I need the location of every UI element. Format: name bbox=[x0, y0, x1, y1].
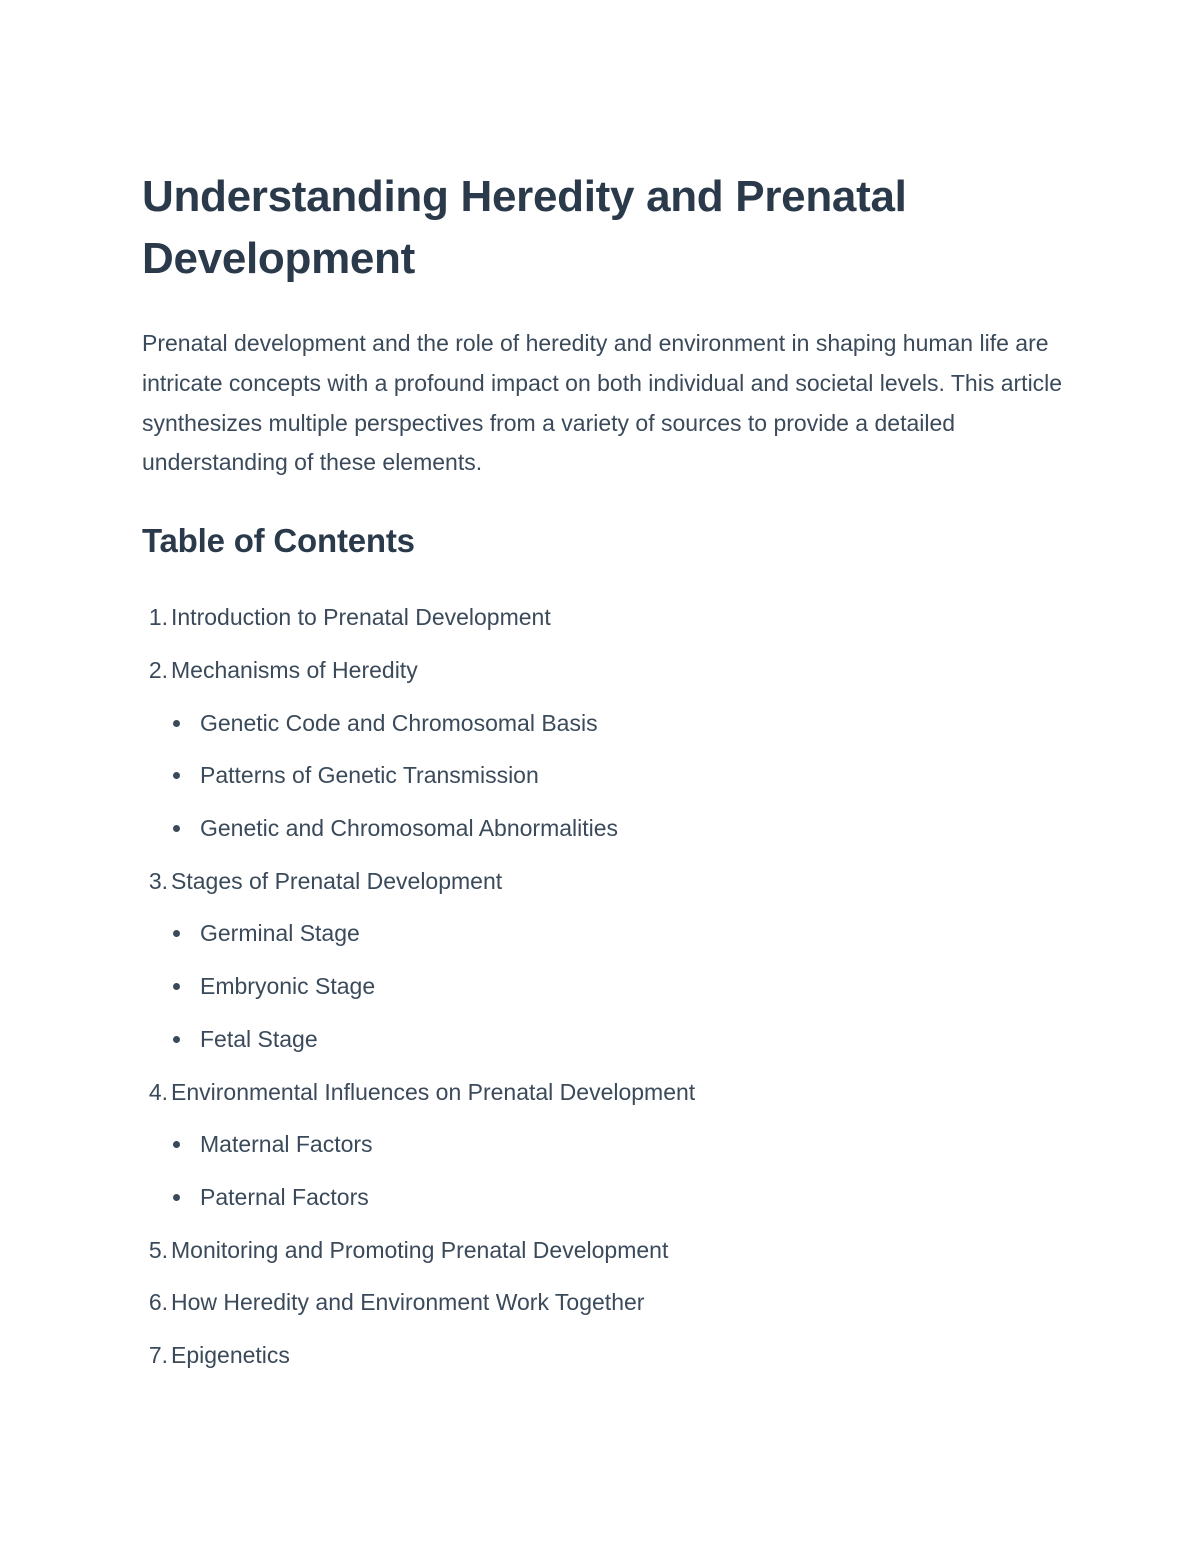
toc-subitem[interactable] bbox=[142, 697, 1072, 750]
bullet-icon bbox=[173, 720, 180, 727]
toc-item-number: 3. bbox=[148, 867, 168, 894]
toc-item[interactable] bbox=[142, 1276, 1072, 1329]
toc-item[interactable] bbox=[142, 591, 1072, 644]
toc-item[interactable] bbox=[142, 1066, 1072, 1119]
toc-subitem-label: Germinal Stage bbox=[200, 920, 360, 947]
toc-subitem-label: Paternal Factors bbox=[200, 1183, 369, 1210]
toc-subitem[interactable] bbox=[142, 749, 1072, 802]
toc-item-label: Epigenetics bbox=[171, 1342, 290, 1369]
toc-subitem-label: Genetic Code and Chromosomal Basis bbox=[200, 709, 598, 736]
toc-item-label: Introduction to Prenatal Development bbox=[171, 604, 551, 631]
toc-item-number: 5. bbox=[148, 1236, 168, 1263]
bullet-icon bbox=[173, 772, 180, 779]
bullet-icon bbox=[173, 983, 180, 990]
toc-item[interactable] bbox=[142, 1224, 1072, 1277]
toc-item-number: 2. bbox=[148, 656, 168, 683]
toc-subitem-label: Genetic and Chromosomal Abnormalities bbox=[200, 815, 619, 841]
toc-item-number: 1. bbox=[148, 604, 168, 631]
toc-item[interactable] bbox=[142, 644, 1072, 697]
table-of-contents bbox=[142, 591, 1072, 1382]
toc-item-number: 4. bbox=[148, 1078, 168, 1105]
toc-heading: Table of Contents bbox=[142, 522, 415, 560]
bullet-icon bbox=[173, 930, 180, 937]
toc-subitem[interactable] bbox=[142, 1118, 1072, 1171]
toc-subitem[interactable] bbox=[142, 907, 1072, 960]
bullet-icon bbox=[173, 1194, 180, 1201]
toc-subitem[interactable] bbox=[142, 1013, 1072, 1066]
toc-subitem-label: Fetal Stage bbox=[200, 1025, 318, 1052]
toc-item-label: Stages of Prenatal Development bbox=[171, 867, 503, 894]
toc-item-label: Environmental Influences on Prenatal Development bbox=[171, 1078, 696, 1105]
toc-subitem[interactable] bbox=[142, 802, 1072, 855]
page-title: Understanding Heredity and Prenatal Development bbox=[142, 172, 907, 283]
toc-item-label: Mechanisms of Heredity bbox=[171, 656, 418, 683]
toc-item[interactable] bbox=[142, 1329, 1072, 1382]
bullet-icon bbox=[173, 825, 180, 832]
toc-subitem[interactable] bbox=[142, 960, 1072, 1013]
toc-item-label: How Heredity and Environment Work Together bbox=[171, 1289, 645, 1316]
document bbox=[142, 166, 1072, 1382]
toc-item-number: 7. bbox=[148, 1342, 168, 1369]
intro-paragraph: Prenatal development and the role of heredity and environment in shaping human life are intricate concepts with a profound impact on both individual and societal levels. This article synthesizes multiple perspectives from a variety of sources to provide a detailed understanding of these elements. bbox=[142, 330, 1063, 476]
bullet-icon bbox=[173, 1141, 180, 1148]
toc-item-label: Monitoring and Promoting Prenatal Development bbox=[171, 1236, 669, 1263]
bullet-icon bbox=[173, 1036, 180, 1043]
toc-subitem[interactable] bbox=[142, 1171, 1072, 1224]
toc-subitem-label: Maternal Factors bbox=[200, 1131, 373, 1158]
toc-subitem-label: Embryonic Stage bbox=[200, 973, 376, 1000]
toc-subitem-label: Patterns of Genetic Transmission bbox=[200, 762, 539, 789]
toc-item[interactable] bbox=[142, 855, 1072, 908]
toc-item-number: 6. bbox=[148, 1289, 168, 1316]
